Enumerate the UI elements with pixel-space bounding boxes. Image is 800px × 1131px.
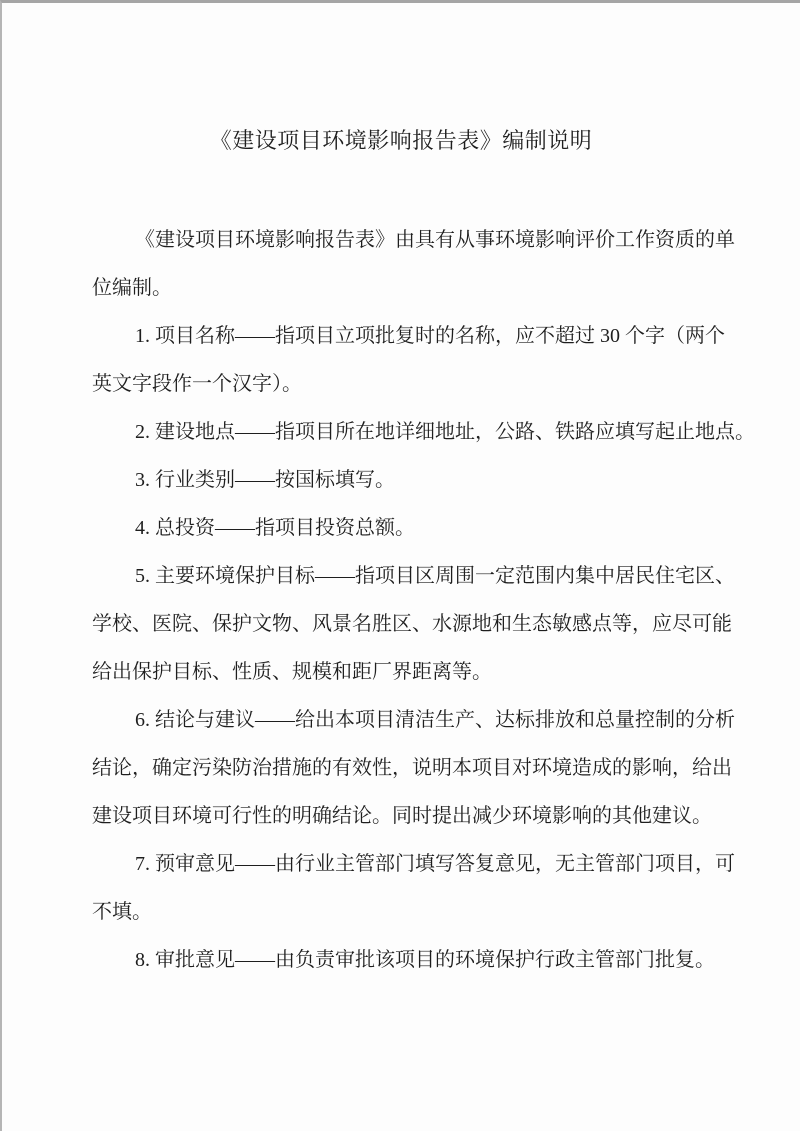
text-line: 4. 总投资——指项目投资总额。 (135, 517, 415, 539)
text-line: 6. 结论与建议——给出本项目清洁生产、达标排放和总量控制的分析 (135, 709, 735, 731)
text-line: 《建设项目环境影响报告表》由具有从事环境影响评价工作资质的单 (135, 229, 735, 251)
text-line: 2. 建设地点——指项目所在地详细地址，公路、铁路应填写起止地点。 (135, 421, 755, 443)
document-body (92, 216, 755, 984)
text-line: 8. 审批意见——由负责审批该项目的环境保护行政主管部门批复。 (135, 949, 715, 971)
text-line: 1. 项目名称——指项目立项批复时的名称，应不超过 30 个字（两个 (135, 325, 725, 347)
text-line: 英文字段作一个汉字）。 (92, 373, 302, 395)
text-line: 7. 预审意见——由行业主管部门填写答复意见，无主管部门项目，可 (135, 853, 735, 875)
text-line: 5. 主要环境保护目标——指项目区周围一定范围内集中居民住宅区、 (135, 565, 735, 587)
document-title: 《建设项目环境影响报告表》编制说明 (209, 128, 593, 153)
text-line: 学校、医院、保护文物、风景名胜区、水源地和生态敏感点等，应尽可能 (92, 613, 732, 635)
text-line: 建设项目环境可行性的明确结论。同时提出减少环境影响的其他建议。 (92, 805, 712, 827)
text-line: 结论，确定污染防治措施的有效性，说明本项目对环境造成的影响，给出 (92, 757, 732, 779)
text-line: 位编制。 (92, 277, 172, 299)
text-line: 3. 行业类别——按国标填写。 (135, 469, 395, 491)
text-line: 给出保护目标、性质、规模和距厂界距离等。 (92, 661, 492, 683)
text-line: 不填。 (92, 901, 152, 923)
